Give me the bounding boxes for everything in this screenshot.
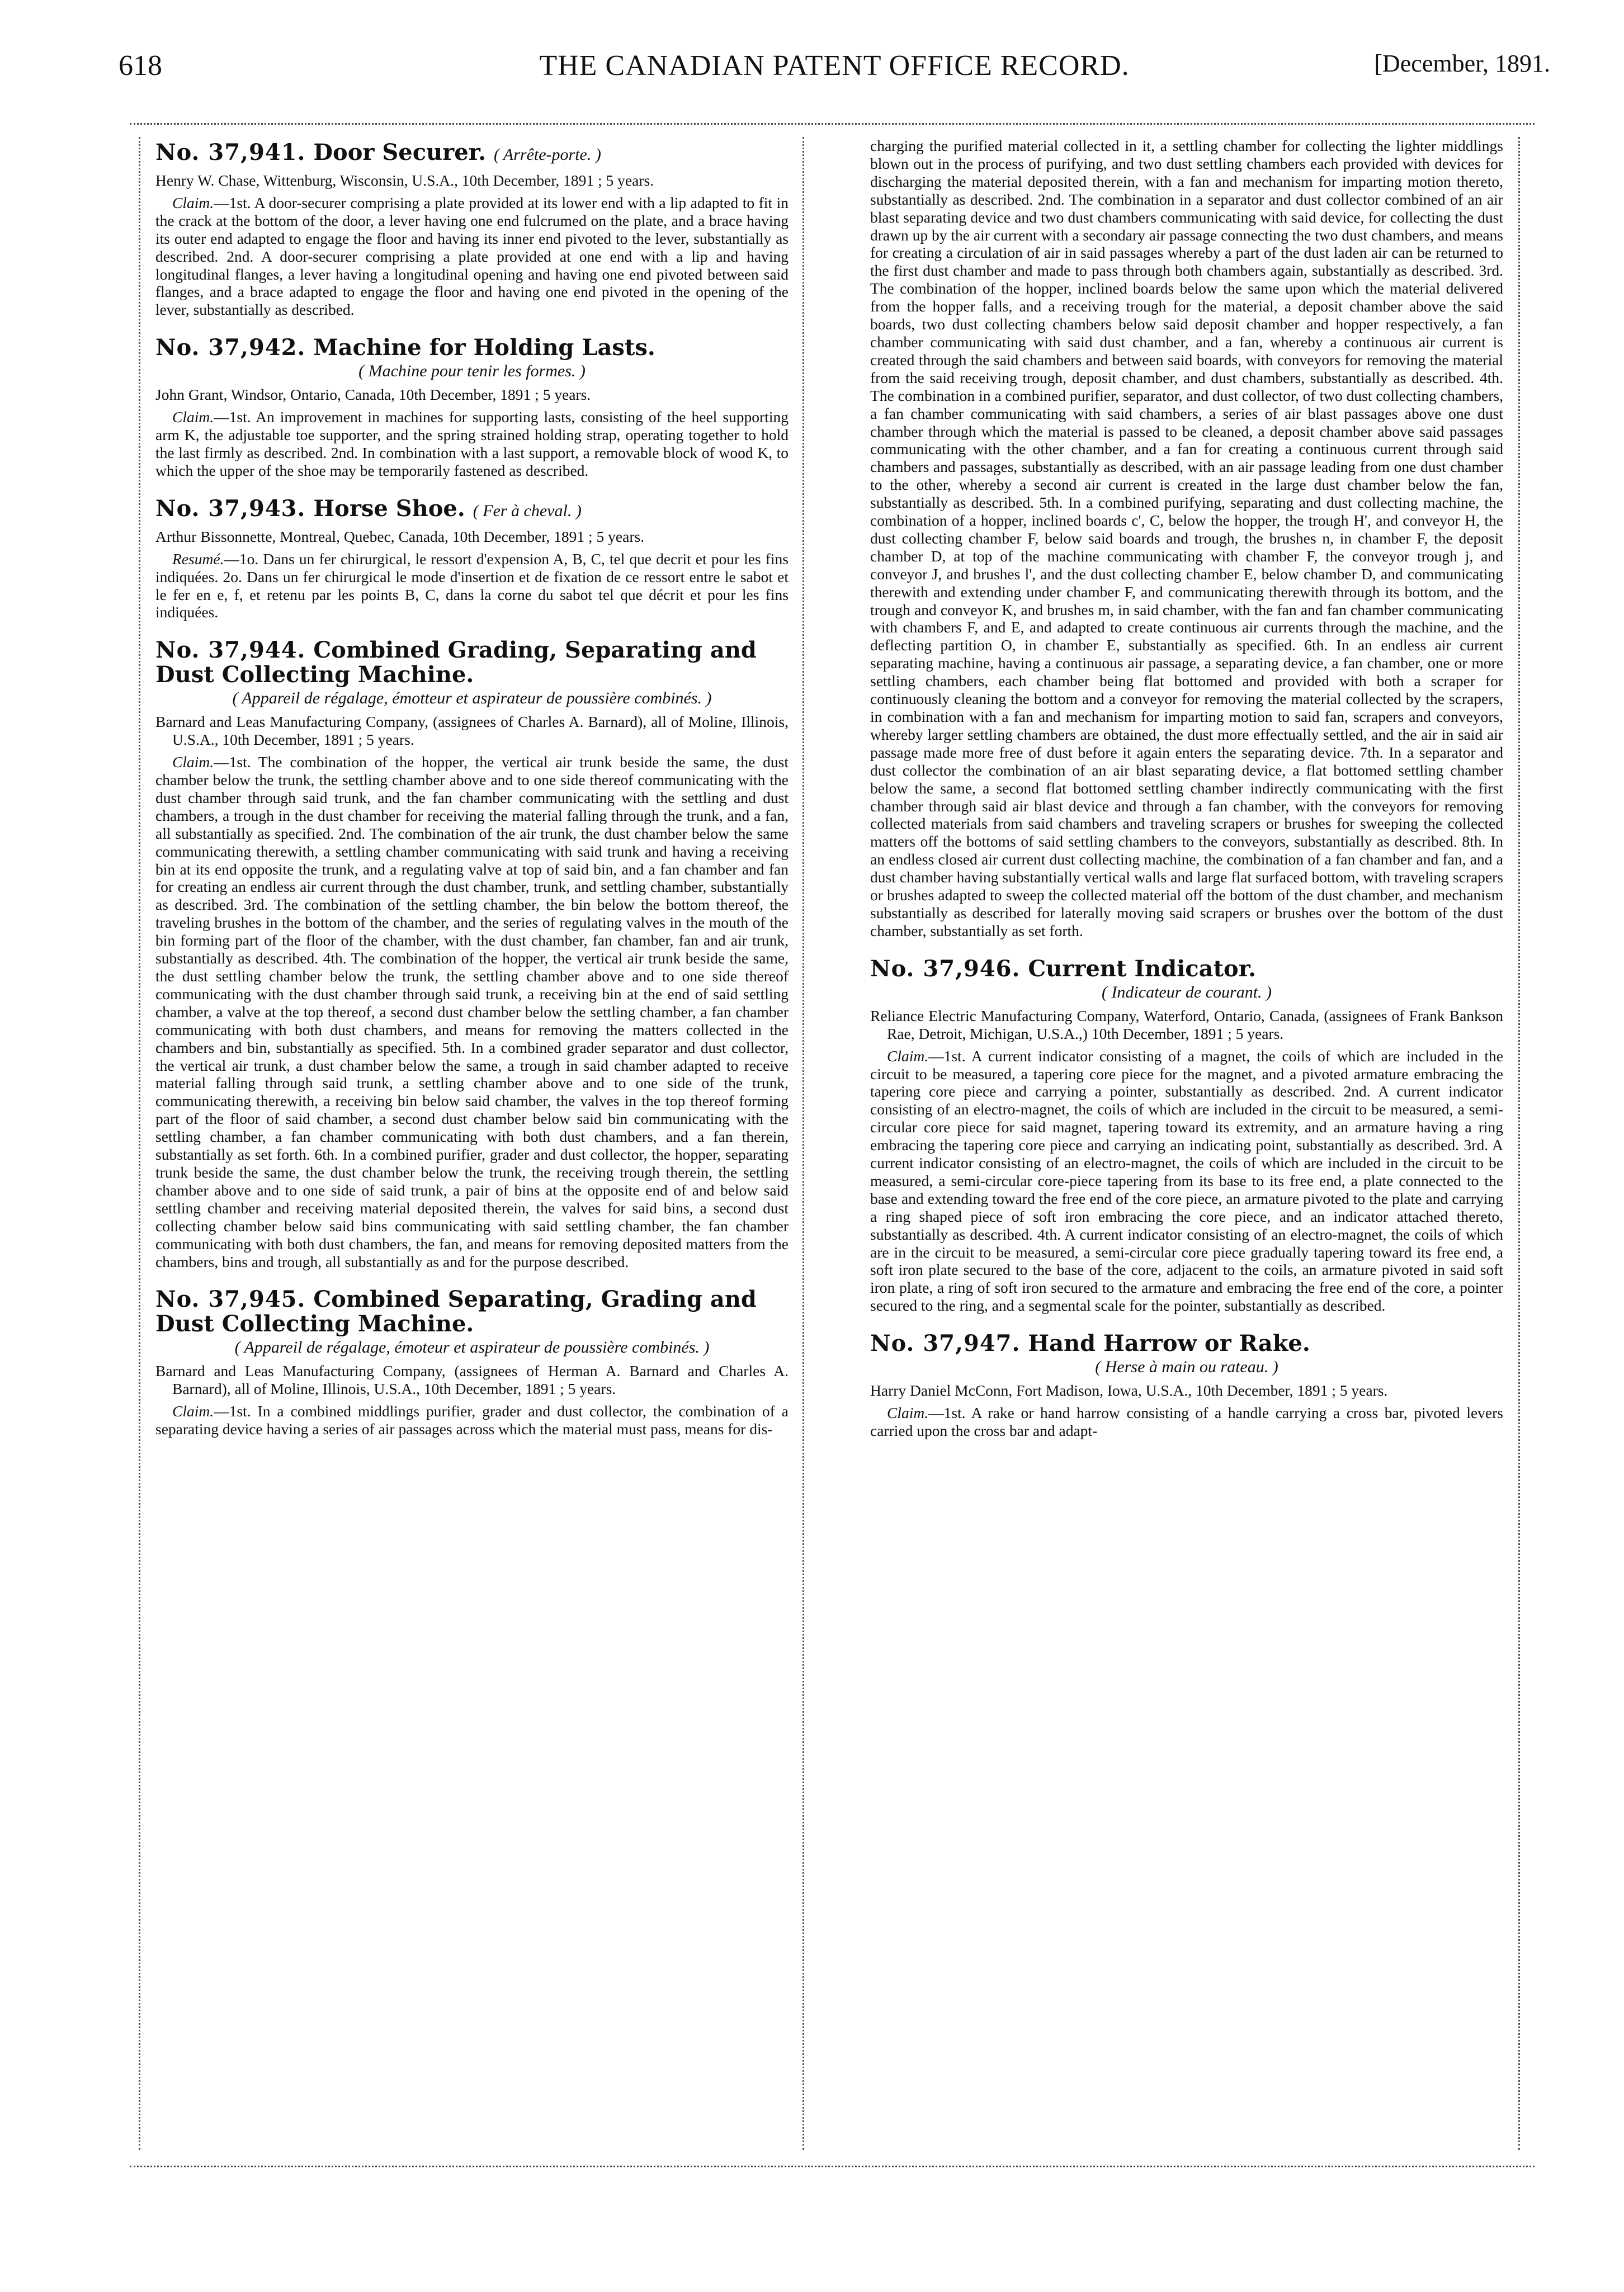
french-title: ( Fer à cheval. ) [473, 501, 582, 520]
entry-title [155, 335, 789, 360]
entry-title [155, 638, 789, 687]
applicant-info: Reliance Electric Manufacturing Company, Waterford, Ontario, Canada, (assignees of Frank Bankson Rae, Detroit, Michigan, U.S.A.,) 10th December, 1891 ; 5 years. [870, 1006, 1503, 1042]
journal-title: THE CANADIAN PATENT OFFICE RECORD. [539, 50, 1130, 82]
applicant-info: Arthur Bissonnette, Montreal, Quebec, Canada, 10th December, 1891 ; 5 years. [155, 527, 645, 545]
patent-entry-37947 [870, 1331, 1503, 1440]
french-title: ( Appareil de régalage, émotteur et aspirateur de poussière combinés. ) [232, 689, 712, 708]
entry-title [155, 1287, 789, 1336]
patent-number: No. 37,941. [155, 139, 306, 166]
claims-continuation [870, 137, 1503, 940]
applicant-info: Harry Daniel McConn, Fort Madison, Iowa, U.S.A., 10th December, 1891 ; 5 years. [870, 1382, 1388, 1400]
patent-entry-37942 [155, 335, 789, 480]
claim-label: Claim. [172, 193, 214, 211]
claims-text [155, 550, 789, 622]
claims-text [870, 1404, 1503, 1440]
continuation-text: charging the purified material collected in it, a settling chamber for collecting the lighter middlings blown out in the process of purifying, and two dust settling chambers each provided with devices for discharging the material deposited therein, with a fan and mechanism for imparting motion thereto, substantially as described. 2nd. The combination in a separator and dust collector combined of an air blast separating device and two dust chambers communicating with said device, for collecting the dust drawn up by the air current with a secondary air passage connecting the two dust chambers, and means for creating a circulation of air in said passages whereby a part of the dust laden air can be returned to the first dust chamber and made to pass through both chambers again, substantially as described. 3rd. The combination of the hopper, inclined boards below the same upon which the material delivered from the hopper falls, and a receiving trough for the material, a deposit chamber above the said boards, two dust collecting chambers below said deposit chamber and hopper respectively, a fan chamber communicating with said dust chamber, and a fan, whereby a continuous air current is created through the said chambers and between said boards, with conveyors for removing the material from the said receiving trough, deposit chamber, and dust chambers, substantially as described. 4th. The combination in a combined purifier, separator, and dust collector, of two dust collecting chambers, a fan chamber communicating with said chambers, a series of air blast passages above one dust chamber through which the material is passed to be cleaned, a deposit chamber above said passages communicating with the other chamber, and a fan for creating a continuous current through said chambers and passages, substantially as described, with an air passage leading from one dust chamber to the other, whereby a second air current is created in the large dust chamber below the fan, substantially as described. 5th. In a combined purifying, separating and dust collecting machine, the combination of a hopper, inclined boards c', C, below the hopper, the trough H', and conveyor H, the dust collecting chamber F, below said boards and trough, the brushes n, in chamber F, the deposit chamber D, at top of the machine communicating with chamber F, the conveyor trough j, and conveyor J, and brushes l', and the dust collecting chamber E, below chamber D, and communicating therewith and extending under chamber F, and communicating therewith through its bottom, and the trough and conveyor K, and brushes m, in said chamber, with the fan and fan chamber communicating with chambers F, and E, and adapted to create continuous air currents through the machine, and the deflecting partition O, in chamber E, substantially as specified. 6th. In an endless air current separating machine, having a continuous air passage, a separating device, a fan chamber, one or more settling chambers, each chamber being flat bottomed and provided with both a scraper for continuously cleaning the bottom and a conveyor for removing the material collected by the scrapers, in combination with a fan and mechanism for imparting motion to said fan, scrapers and conveyors, whereby larger settling chambers are obtained, the dust more effectually settled, and the air in said air passage made more free of dust before it again enters the separating device. 7th. In a separator and dust collector the combination of an air blast separating device, a flat bottomed settling chamber below the same, a second flat bottomed settling chamber indirectly communicating with the first chamber through said air blast device and through a fan chamber, with the conveyors for removing collected materials from said chambers and traveling scrapers or brushes for sweeping the collected matters off the bottoms of said settling chambers to the conveyors, substantially as described. 8th. In an endless closed air current dust collecting machine, the combination of a fan chamber and fan, and a dust chamber having substantially vertical walls and large flat surfaced bottom, with traveling scrapers or brushes adapted to sweep the collected material off the bottom of the dust chamber, and mechanism substantially as described for laterally moving said scrapers or brushes over the bottom of the dust chamber, substantially as set forth. [870, 137, 1503, 939]
patent-title: Combined Separating, Grading and Dust Collecting Machine. [155, 1286, 757, 1338]
claims-text [870, 1047, 1503, 1315]
entry-title [870, 1331, 1503, 1356]
applicant-info: Barnard and Leas Manufacturing Company, (assignees of Herman A. Barnard and Charles A. Barnard), all of Moline, Illinois, U.S.A., 10th December, 1891 ; 5 years. [155, 1362, 789, 1398]
claim-label: Claim. [172, 1402, 214, 1420]
claims-body: —1st. A current indicator consisting of a magnet, the coils of which are included in the circuit to be measured, a tapering core piece for the magnet, and a pivoted armature embracing the tapering core piece and carrying a pointer, substantially as described. 2nd. A current indicator consisting of an electro-magnet, the coils of which are included in the circuit to be measured, a semi-circular core piece for said magnet, tapering toward its extremity, and an armature having a ring embracing the tapering core piece and carrying an indicating point, substantially as described. 3rd. A current indicator consisting of an electro-magnet, the coils of which are included in the circuit to be measured, a semi-circular core-piece tapering from its base to its free end, a plate connected to the base and extending toward the free end of the core piece, an armature pivoted to the plate and carrying a ring shaped piece of soft iron embracing the core piece, and an indicator attached thereto, substantially as described. 4th. A current indicator consisting of an electro-magnet, the coils of which are in the circuit to be measured, a semi-circular core piece gradually tapering toward its free end, a soft iron plate secured to the base of the core, adjacent to the coils, an armature pivoted in said soft iron plate, a ring of soft iron secured to the armature and embracing the free end of the core, a pointer secured to the ring, and a segmental scale for the pointer, substantially as described. [870, 1047, 1503, 1315]
patent-entry-37945 [155, 1287, 789, 1438]
french-title: ( Indicateur de courant. ) [1101, 982, 1272, 1001]
patent-title: Combined Grading, Separating and Dust Collecting Machine. [155, 637, 757, 688]
french-title: ( Machine pour tenir les formes. ) [358, 362, 586, 381]
page-header [119, 49, 1550, 88]
claims-text [155, 753, 789, 1270]
patent-title: Horse Shoe. [313, 495, 465, 522]
patent-number: No. 37,947. [870, 1330, 1021, 1357]
patent-number: No. 37,942. [155, 334, 306, 361]
patent-number: No. 37,946. [870, 955, 1021, 982]
entry-title [155, 497, 789, 523]
claims-text [155, 194, 789, 319]
claims-text [155, 1402, 789, 1438]
entry-title [155, 140, 789, 167]
french-title: ( Herse à main ou rateau. ) [1095, 1358, 1278, 1377]
claim-label: Resumé. [172, 550, 224, 568]
claims-body: —1st. The combination of the hopper, the vertical air trunk beside the same, the dust chamber below the trunk, the settling chamber above and to one side thereof communicating with the dust chamber through said trunk, and the fan chamber communicating with the settling and dust chambers, a trough in the dust chamber for receiving the material falling through the trunk, and a fan, all substantially as specified. 2nd. The combination of the air trunk, the dust chamber below the same communicating therewith, a settling chamber communicating with said trunk and having a receiving bin at its end opposite the trunk, and a regulating valve at top of said bin, and a fan chamber and fan for creating an endless air current through the dust chamber, trunk, and settling chamber, substantially as described. 3rd. The combination of the settling chamber, the bin below the bottom thereof, the traveling brushes in the bottom of the chamber, and the series of regulating valves in the mouth of the bin forming part of the floor of the chamber, with the dust chamber, fan chamber, fan and air trunk, substantially as described. 4th. The combination of the hopper, the vertical air trunk beside the same, the dust settling chamber below the trunk, the settling chamber above and to one side thereof communicating with the dust chamber through said trunk, a receiving bin at the end of said settling chamber, a valve at the top thereof, a second dust chamber below the settling chamber, a fan chamber communicating with both dust chambers, and means for removing the matters collected in the chambers and bin, substantially as specified. 5th. In a combined grader separator and dust collector, the vertical air trunk, a dust chamber below the same, a trough in said chamber adapted to receive material falling through said trunk, a settling chamber above and to one side of the trunk, communicating therewith, a receiving bin below said chamber, the valves in the top thereof forming part of the floor of said chamber, a second dust chamber below said bin communicating with the settling chamber, a fan chamber communicating with both dust chambers, and a fan therein, substantially as set forth. 6th. In a combined purifier, grader and dust collector, the hopper, separating trunk beside the same, the dust chamber below the trunk, the receiving trough therein, the settling chamber above and to one side of said trunk, a pair of bins at the opposite end of and below said settling chamber and receiving material deposited therein, the valves for said bins, a second dust collecting chamber below said bins communicating with said settling chamber, the fan chamber communicating with both dust chambers, the fan, and means for removing deposited matters from the chambers, bins and trough, all substantially as and for the purpose described. [155, 753, 789, 1270]
patent-entry-37944 [155, 638, 789, 1270]
patent-entry-37946 [870, 957, 1503, 1315]
claim-label: Claim. [887, 1404, 929, 1422]
left-column [136, 137, 808, 2150]
patent-title: Door Securer. [313, 139, 487, 166]
french-title: ( Arrête-porte. ) [493, 145, 601, 164]
patent-entry-37941 [155, 140, 789, 319]
page-body [130, 123, 1535, 2167]
applicant-info: Barnard and Leas Manufacturing Company, (assignees of Charles A. Barnard), all of Moline, Illinois, U.S.A., 10th December, 1891 ; 5 years. [155, 713, 789, 749]
claims-body: —1st. A door-securer comprising a plate provided at its lower end with a lip adapted to fit in the crack at the bottom of the door, a lever having one end fulcrumed on the plate, and a brace having its outer end adapted to engage the floor and having its inner end pivoted to the lever, substantially as described. 2nd. A door-securer comprising a plate provided at one end with a lip and having longitudinal flanges, a lever having a longitudinal opening and having one end pivoted between said flanges, and a brace adapted to engage the floor and having one end pivoted in the opening of the lever, substantially as described. [155, 193, 789, 319]
applicant-info: John Grant, Windsor, Ontario, Canada, 10th December, 1891 ; 5 years. [155, 386, 591, 404]
issue-date: [December, 1891. [1374, 50, 1550, 77]
claims-body: —1o. Dans un fer chirurgical, le ressort d'expension A, B, C, tel que decrit et pour les fins indiquées. 2o. Dans un fer chirurgical le mode d'insertion et de fixation de ce ressort entre le sabot et le fer en e, f, et retenu par les points B, C, dans la corne du sabot tel que décrit et pour les fins indiquées. [155, 550, 789, 621]
claims-body: —1st. A rake or hand harrow consisting of a handle carrying a cross bar, pivoted levers carried upon the cross bar and adapt- [870, 1404, 1503, 1439]
french-title: ( Appareil de régalage, émoteur et aspirateur de poussière combinés. ) [234, 1338, 710, 1357]
right-column [851, 137, 1522, 2150]
patent-title: Machine for Holding Lasts. [313, 334, 655, 361]
patent-number: No. 37,944. [155, 637, 306, 664]
claim-label: Claim. [172, 408, 214, 426]
patent-title: Current Indicator. [1028, 955, 1257, 982]
patent-entry-37943 [155, 497, 789, 622]
claims-body: —1st. In a combined middlings purifier, grader and dust collector, the combination of a separating device having a series of air passages across which the material must pass, means for dis- [155, 1402, 789, 1438]
patent-number: No. 37,945. [155, 1286, 306, 1313]
claim-label: Claim. [172, 753, 214, 771]
claim-label: Claim. [887, 1047, 929, 1065]
patent-number: No. 37,943. [155, 495, 306, 522]
applicant-info: Henry W. Chase, Wittenburg, Wisconsin, U.S.A., 10th December, 1891 ; 5 years. [155, 172, 654, 189]
claims-text [155, 408, 789, 480]
patent-title: Hand Harrow or Rake. [1028, 1330, 1310, 1357]
claims-body: —1st. An improvement in machines for supporting lasts, consisting of the heel supporting arm K, the adjustable toe supporter, and the spring strained holding strap, operating together to hold the last firmly as described. 2nd. In combination with a last support, a removable block of wood K, to which the upper of the shoe may be temporarily fastened as described. [155, 408, 789, 479]
page-number: 618 [119, 50, 162, 82]
entry-title [870, 957, 1503, 981]
